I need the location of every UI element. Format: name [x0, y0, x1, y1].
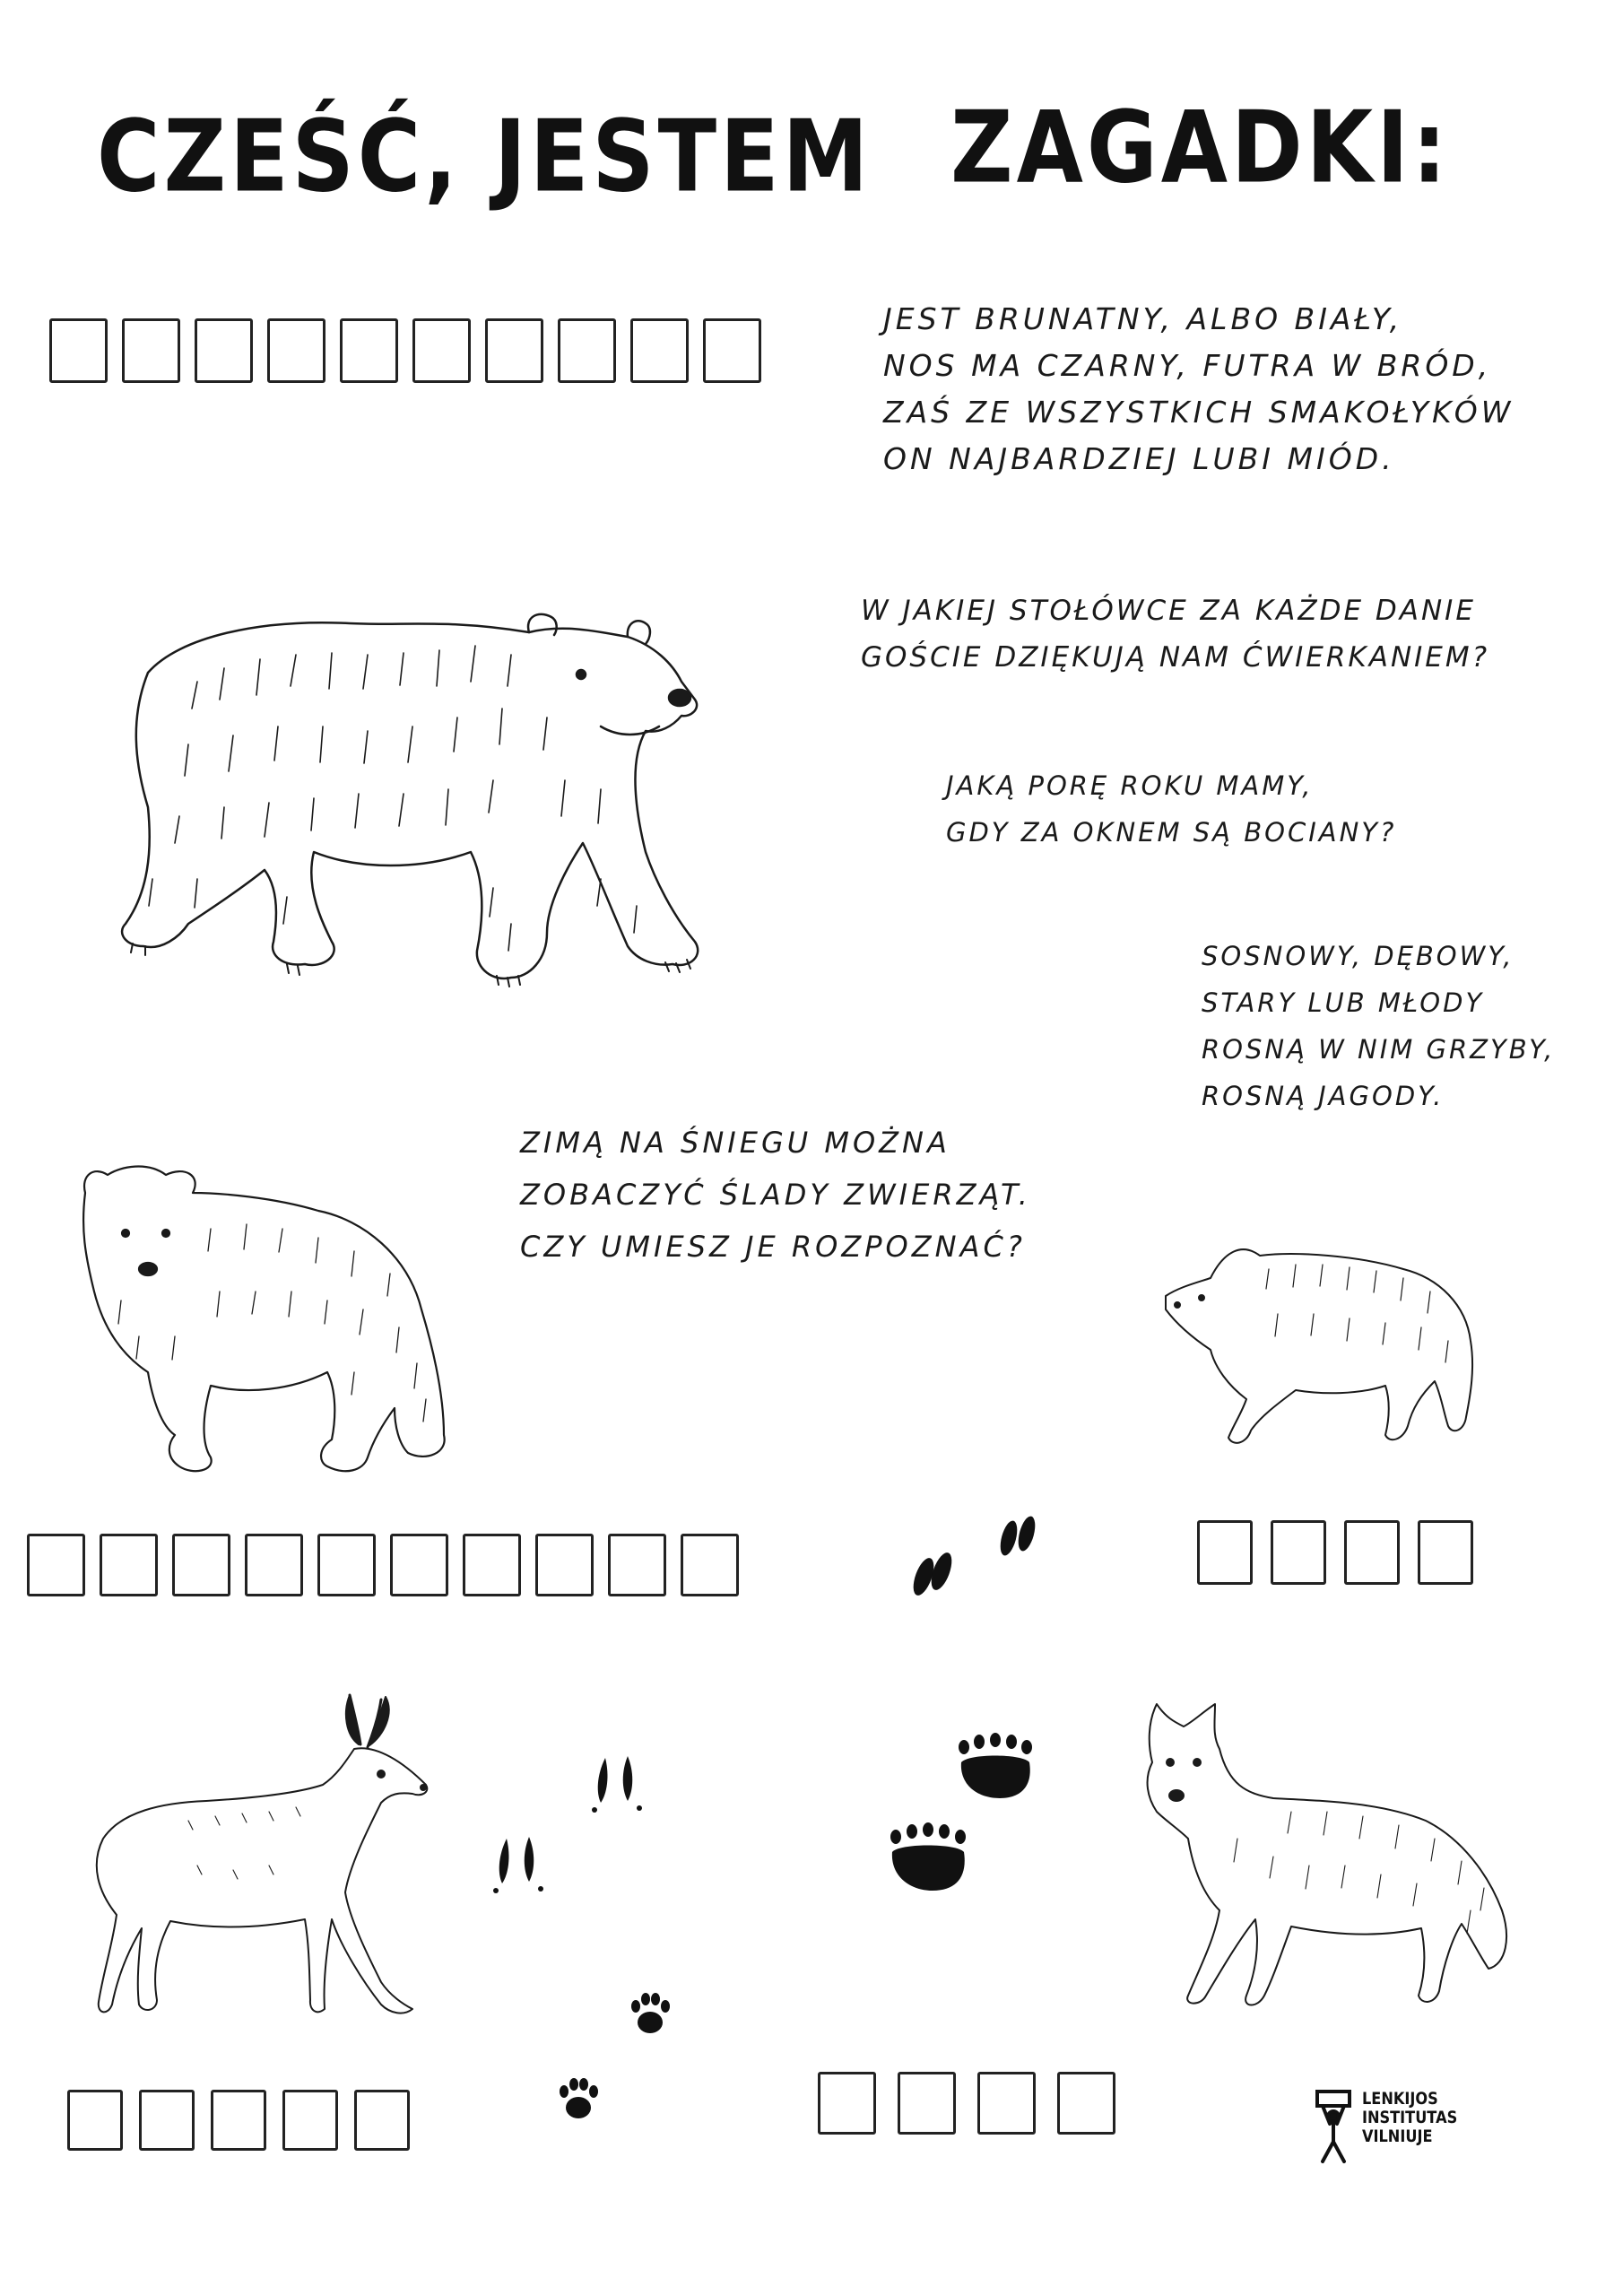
letter-box[interactable] — [1344, 1520, 1400, 1585]
wild-boar-illustration — [1161, 1215, 1484, 1457]
logo-line: LENKIJOS — [1362, 2089, 1438, 2109]
riddle-forest — [1202, 933, 1555, 1119]
brown-bear-illustration — [63, 583, 717, 1022]
letter-box[interactable] — [27, 1534, 85, 1596]
letter-box[interactable] — [608, 1534, 666, 1596]
riddle-line: CZY UMIESZ JE ROZPOZNAĆ? — [520, 1230, 1026, 1264]
logo-line: INSTITUTAS — [1362, 2108, 1458, 2127]
letter-box[interactable] — [703, 318, 761, 383]
letter-box[interactable] — [412, 318, 471, 383]
wolf-answer-boxes — [818, 2072, 1115, 2135]
letter-box[interactable] — [317, 1534, 376, 1596]
letter-box[interactable] — [282, 2090, 338, 2151]
boar-hoof-tracks-icon — [901, 1507, 1063, 1614]
letter-box[interactable] — [535, 1534, 594, 1596]
letter-box[interactable] — [67, 2090, 123, 2151]
riddle-tracks — [520, 1117, 1031, 1273]
letter-box[interactable] — [49, 318, 108, 383]
letter-box[interactable] — [267, 318, 325, 383]
letter-box[interactable] — [390, 1534, 448, 1596]
institute-name — [1362, 2090, 1457, 2146]
letter-box[interactable] — [1197, 1520, 1253, 1585]
riddle-line: JAKĄ PORĘ ROKU MAMY, — [946, 770, 1314, 801]
letter-box[interactable] — [630, 318, 689, 383]
logo-line: VILNIUJE — [1362, 2126, 1433, 2146]
letter-box[interactable] — [818, 2072, 876, 2135]
boar-answer-boxes — [1197, 1520, 1473, 1585]
fox-paw-tracks-icon — [538, 1973, 699, 2152]
riddles-title: ZAGADKI: — [950, 90, 1451, 205]
letter-box[interactable] — [558, 318, 616, 383]
page-title: CZEŚĆ, JESTEM — [97, 99, 872, 214]
riddle-line: ROSNĄ JAGODY. — [1202, 1081, 1445, 1111]
letter-box[interactable] — [139, 2090, 195, 2151]
riddle-line: STARY LUB MŁODY — [1202, 987, 1485, 1018]
letter-box[interactable] — [681, 1534, 739, 1596]
roe-deer-illustration — [81, 1686, 439, 2036]
riddle-line: ZOBACZYĆ ŚLADY ZWIERZĄT. — [520, 1178, 1031, 1212]
letter-box[interactable] — [354, 2090, 410, 2151]
deer-hoof-tracks-icon — [480, 1740, 677, 1919]
letter-box[interactable] — [340, 318, 398, 383]
letter-box[interactable] — [1057, 2072, 1115, 2135]
riddle-line: GOŚCIE DZIĘKUJĄ NAM ĆWIERKANIEM? — [861, 641, 1490, 674]
riddle-line: ZAŚ ZE WSZYSTKICH SMAKOŁYKÓW — [883, 395, 1515, 430]
letter-box[interactable] — [485, 318, 543, 383]
institute-logo — [1314, 2090, 1474, 2165]
riddle-season — [946, 762, 1396, 856]
riddle-line: ROSNĄ W NIM GRZYBY, — [1202, 1034, 1556, 1065]
riddle-line: ON NAJBARDZIEJ LUBI MIÓD. — [883, 441, 1395, 476]
institute-figure-icon — [1314, 2090, 1353, 2165]
letter-box[interactable] — [245, 1534, 303, 1596]
wolf-illustration — [1130, 1695, 1524, 2018]
letter-box[interactable] — [195, 318, 253, 383]
riddle-line: GDY ZA OKNEM SĄ BOCIANY? — [946, 817, 1397, 848]
letter-box[interactable] — [977, 2072, 1036, 2135]
letter-box[interactable] — [172, 1534, 230, 1596]
letter-box[interactable] — [211, 2090, 266, 2151]
name-answer-boxes — [49, 318, 761, 383]
letter-box[interactable] — [898, 2072, 956, 2135]
letter-box[interactable] — [1418, 1520, 1473, 1585]
riddle-line: SOSNOWY, DĘBOWY, — [1202, 941, 1515, 971]
riddle-bear — [883, 296, 1514, 483]
riddle-line: NOS MA CZARNY, FUTRA W BRÓD, — [883, 348, 1492, 383]
bear-paw-tracks-icon — [874, 1709, 1072, 1906]
polar-bear-illustration — [67, 1157, 462, 1480]
riddle-line: W JAKIEJ STOŁÓWCE ZA KAŻDE DANIE — [861, 595, 1476, 627]
riddle-line: JEST BRUNATNY, ALBO BIAŁY, — [883, 301, 1403, 336]
riddle-feeder — [861, 587, 1489, 681]
letter-box[interactable] — [463, 1534, 521, 1596]
letter-box[interactable] — [100, 1534, 158, 1596]
riddle-line: ZIMĄ NA ŚNIEGU MOŻNA — [520, 1126, 950, 1160]
bear-answer-boxes — [27, 1534, 739, 1596]
deer-answer-boxes — [67, 2090, 410, 2151]
letter-box[interactable] — [1271, 1520, 1326, 1585]
letter-box[interactable] — [122, 318, 180, 383]
